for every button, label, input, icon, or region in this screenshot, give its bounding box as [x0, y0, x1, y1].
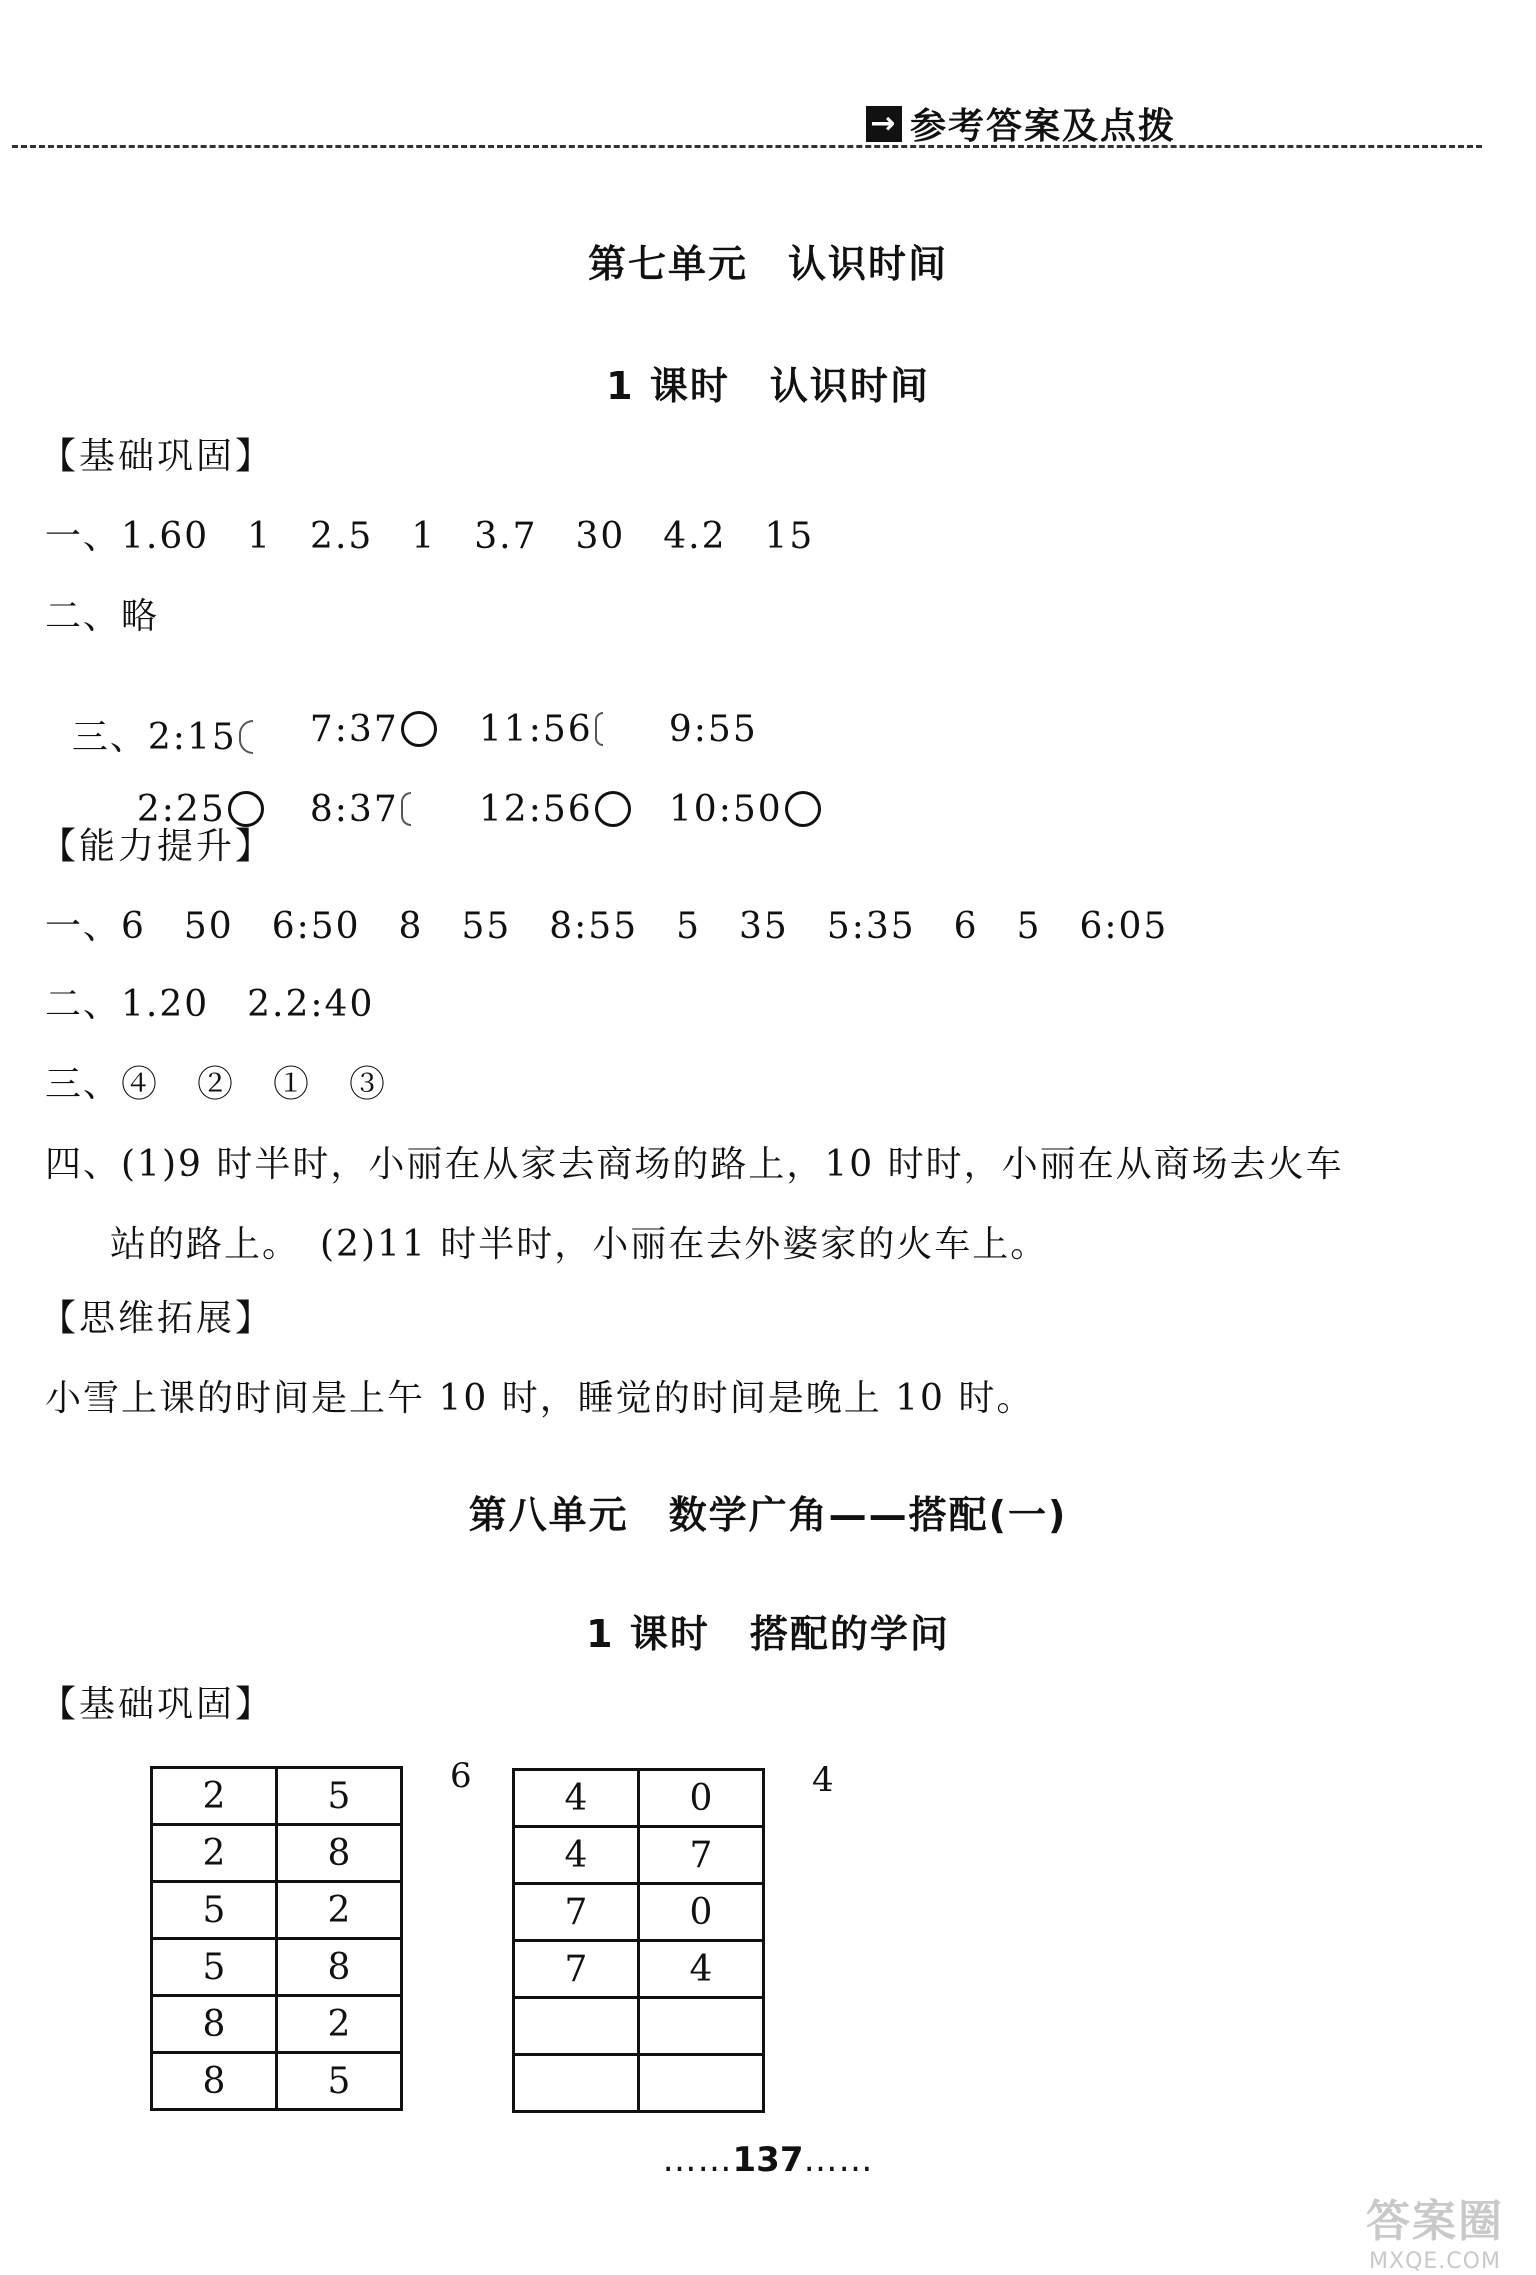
- table-cell: 5: [277, 1768, 402, 1825]
- unit7-ability-q4-line2: 站的路上。 (2)11 时半时，小丽在去外婆家的火车上。: [110, 1224, 1049, 1265]
- unit7-basic-q3-row1-c: [452, 668, 603, 750]
- table-row: [514, 2055, 764, 2112]
- answer-circle: [595, 712, 603, 746]
- table-cell: 8: [277, 1825, 402, 1882]
- unit7-basic-q3-row2-c: [452, 748, 631, 830]
- table-row: [514, 1998, 764, 2055]
- clock-answer: 2:15: [147, 717, 237, 758]
- dots-left: ……: [662, 2140, 733, 2180]
- unit7-basic-q3-row1: [45, 668, 253, 760]
- answer-circle: [595, 791, 631, 827]
- table-cell: 2: [277, 1882, 402, 1939]
- table-row: [152, 1825, 402, 1882]
- table-cell: 2: [277, 1996, 402, 2053]
- table-cell: 2: [152, 1825, 277, 1882]
- table-cell: 4: [639, 1941, 764, 1998]
- unit7-title: 第七单元 认识时间: [587, 242, 948, 286]
- unit7-thinking-answer: 小雪上课的时间是上午 10 时，睡觉的时间是晚上 10 时。: [45, 1378, 1035, 1419]
- table-row: [514, 1884, 764, 1941]
- table-cell: [639, 2055, 764, 2112]
- page-number-value: 137: [732, 2140, 804, 2180]
- unit7-ability-q3: 三、④ ② ① ③: [45, 1064, 388, 1105]
- table-row: [152, 1939, 402, 1996]
- watermark-site: MXQE.COM: [1369, 2249, 1501, 2274]
- unit7-lesson-title: 1 课时 认识时间: [606, 364, 930, 408]
- table-cell: 8: [277, 1939, 402, 1996]
- unit7-basic-q3-row2-b: [283, 748, 411, 830]
- clock-answer: 8:37: [309, 789, 399, 830]
- pairing-table-1: [150, 1766, 403, 2111]
- clock-answer: 7:37: [309, 709, 399, 750]
- unit7-basic-q2: 二、略: [45, 596, 160, 637]
- table1-count: 6: [450, 1756, 472, 1796]
- dots-right: ……: [803, 2140, 874, 2180]
- table-cell: 5: [277, 2053, 402, 2110]
- unit8-basic-tag: 【基础巩固】: [40, 1684, 275, 1725]
- unit7-basic-tag: 【基础巩固】: [40, 436, 275, 477]
- table-row: [152, 1768, 402, 1825]
- table-row: [152, 1996, 402, 2053]
- clock-answer: 10:50: [668, 789, 783, 830]
- clock-answer: 11:56: [478, 709, 593, 750]
- watermark: [1340, 2185, 1530, 2273]
- pairing-table-2: [512, 1768, 765, 2113]
- header-divider: [12, 145, 1482, 148]
- q3-prefix: 三、: [71, 717, 148, 758]
- table-cell: 2: [152, 1768, 277, 1825]
- table-cell: [514, 1998, 639, 2055]
- table-cell: 8: [152, 1996, 277, 2053]
- unit7-ability-tag: 【能力提升】: [40, 826, 275, 867]
- table-cell: 4: [514, 1770, 639, 1827]
- table2-count: 4: [812, 1760, 834, 1800]
- header-title: 参考答案及点拨: [910, 106, 1177, 147]
- clock-answer: 2:25: [136, 789, 226, 830]
- unit7-ability-q1: 一、6 50 6:50 8 55 8:55 5 35 5:35 6 5 6:05: [45, 906, 1169, 947]
- table-cell: 8: [152, 2053, 277, 2110]
- table-cell: [639, 1998, 764, 2055]
- table-row: [514, 1941, 764, 1998]
- answer-circle: [401, 711, 437, 747]
- clock-answer: 9:55: [668, 709, 758, 750]
- arrow-right-icon: →: [866, 106, 902, 142]
- table-cell: 0: [639, 1770, 764, 1827]
- table-row: [514, 1770, 764, 1827]
- table-row: [152, 1882, 402, 1939]
- unit7-ability-q2: 二、1.20 2.2:40: [45, 984, 375, 1025]
- watermark-logo: 答案圈: [1366, 2196, 1504, 2247]
- table-cell: [514, 2055, 639, 2112]
- unit7-basic-q3-row1-b: [283, 668, 437, 750]
- table-cell: 4: [514, 1827, 639, 1884]
- unit8-lesson-title: 1 课时 搭配的学问: [586, 1612, 950, 1656]
- table-row: [152, 2053, 402, 2110]
- answer-circle: [785, 791, 821, 827]
- running-header: [866, 98, 1176, 149]
- table-cell: 7: [514, 1941, 639, 1998]
- answer-circle: [401, 792, 411, 826]
- unit7-basic-q3-row2-d: [642, 748, 821, 830]
- unit7-basic-q3-row1-d: [642, 668, 758, 750]
- table-cell: 5: [152, 1882, 277, 1939]
- page-number: [0, 2140, 1536, 2180]
- table-cell: 7: [514, 1884, 639, 1941]
- unit8-title: 第八单元 数学广角——搭配(一): [468, 1493, 1068, 1537]
- table-cell: 5: [152, 1939, 277, 1996]
- clock-answer: 12:56: [478, 789, 593, 830]
- table-cell: 0: [639, 1884, 764, 1941]
- table-cell: 7: [639, 1827, 764, 1884]
- unit7-basic-q1: 一、1.60 1 2.5 1 3.7 30 4.2 15: [45, 516, 815, 557]
- table-row: [514, 1827, 764, 1884]
- unit7-thinking-tag: 【思维拓展】: [40, 1298, 275, 1339]
- unit7-ability-q4-line1: 四、(1)9 时半时，小丽在从家去商场的路上，10 时时，小丽在从商场去火车: [45, 1144, 1344, 1185]
